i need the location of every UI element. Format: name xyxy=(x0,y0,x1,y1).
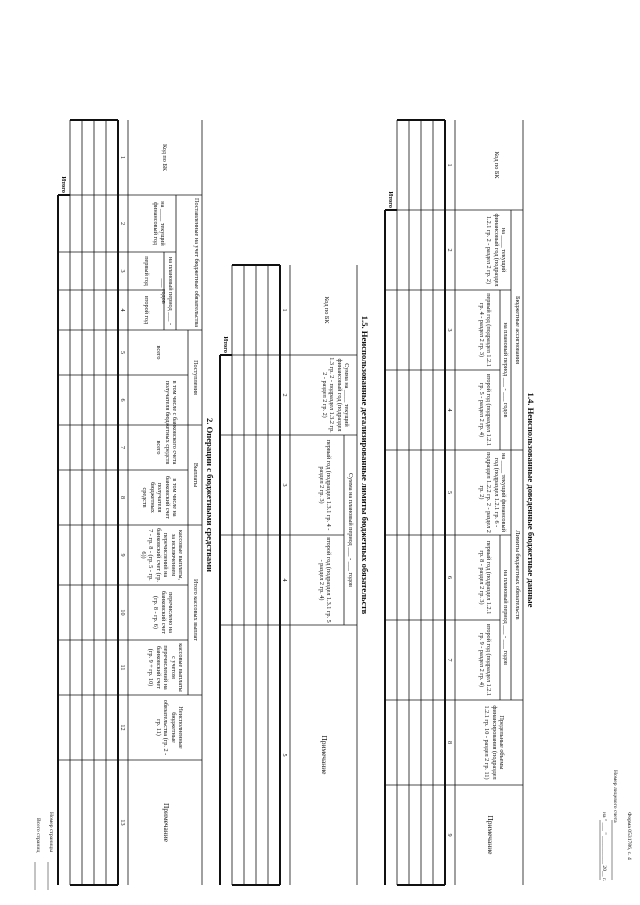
s2-num-6: 6 xyxy=(119,398,126,402)
s14-num-3: 3 xyxy=(446,328,453,332)
s2-num-2: 2 xyxy=(119,221,126,226)
s2-col-6-header: в том числе с банковского счета получателя бюджетных средств xyxy=(163,380,178,465)
s14-total-label: Итого xyxy=(387,191,394,208)
s14-col-2-header: на ____ текущий финансовый год (подраздел 1.2.1 гр. 2 - раздел 2 гр. 2) xyxy=(485,213,507,287)
s14-num-6: 6 xyxy=(446,575,453,580)
s15-kbk-header: Код по БК xyxy=(323,296,330,324)
s2-col-5-header: всего xyxy=(155,345,162,360)
s2-kbk-header: Код по БК xyxy=(161,143,168,172)
s2-num-4: 4 xyxy=(119,308,126,312)
s2-planning-header: на плановый период ___ - ___ годов xyxy=(159,256,174,326)
section-2-title: 2. Операции с бюджетными средствами xyxy=(205,418,215,572)
s2-col-2-header: на ____ текущий финансовый год xyxy=(151,201,166,246)
s14-col-7-header: второй год (подраздел 1.2.1 гр. 9 - раздел 2 гр. 4) xyxy=(477,623,492,697)
s14-num-1: 1 xyxy=(446,163,453,167)
s2-num-8: 8 xyxy=(119,495,126,500)
s2-note-header: Примечание xyxy=(162,803,171,842)
account-number-label: Номер лицевого счета xyxy=(612,770,618,823)
s2-total-cash-header: Итого кассовых выплат xyxy=(192,579,199,641)
s15-num-3: 3 xyxy=(281,483,288,487)
s15-num-2: 2 xyxy=(281,393,288,397)
s15-total-label: Итого xyxy=(222,336,229,353)
s14-col-8-header: Предельные объемы финансирования (подраздел 1.2.1 гр. 10 - раздел 2 гр. 11) xyxy=(483,705,505,780)
s2-col-10-header: перечислено на банковский счет (гр. 8 - гр. 6) xyxy=(152,591,174,634)
s14-num-8: 8 xyxy=(446,740,453,745)
s15-num-4: 4 xyxy=(281,578,288,582)
s2-payments-header: Выплаты xyxy=(192,462,199,488)
s14-assignments-header: Бюджетные ассигнования xyxy=(514,296,521,364)
s2-total-label: Итого xyxy=(60,176,67,193)
s15-col-3-header: первый год (подраздел 1.3.1 гр. 4 - раздел 2 гр. 3) xyxy=(317,439,332,531)
s15-planning-header: Сумма на плановый период ___ - ___ годов xyxy=(347,473,354,587)
page-number-label: Номер страницы xyxy=(48,812,54,852)
s2-num-5: 5 xyxy=(119,350,126,355)
s14-col-5-header: на ____ текущий финансовый год (подраздел 1.2.1 гр. 6 - подраздел 1.2.2 гр. 2 - раздел 2 гр. 2) xyxy=(477,452,507,533)
s2-num-10: 10 xyxy=(119,609,126,616)
s2-num-9: 9 xyxy=(119,553,126,557)
s2-col-11-header: кассовые выплаты с учетом перечислений на банковский счет (гр. 9 + гр. 10) xyxy=(147,643,184,692)
s15-col-4-header: второй год (подраздел 1.3.1 гр. 5 - раздел 2 гр. 4) xyxy=(317,537,332,623)
s14-col-4-header: второй год (подраздел 1.2.1 гр. 5 - раздел 2 гр. 4) xyxy=(477,373,492,447)
report-date-line: на " ___ " __________ 20__ г. xyxy=(601,812,607,882)
s14-num-2: 2 xyxy=(446,248,453,252)
s2-num-13: 13 xyxy=(119,819,126,826)
s2-col-4-header: второй год xyxy=(143,296,150,324)
form-code: Форма 0531786, с. 4 xyxy=(626,812,632,860)
s14-col-3-header: первый год (подраздел 1.2.1 гр. 4 - раздел 2 гр. 3) xyxy=(477,293,492,367)
s2-num-11: 11 xyxy=(119,664,126,671)
s14-col-6-header: первый год (подраздел 1.2.1 гр. 8 - раздел 2 гр. 3) xyxy=(477,540,492,615)
s14-num-4: 4 xyxy=(446,408,453,412)
s14-num-7: 7 xyxy=(446,658,453,662)
s2-col-3-header: первый год xyxy=(143,256,150,286)
s14-assign-planning: на плановый период ___ - ___ годов xyxy=(502,322,509,418)
s2-col-8-header: в том числе на банковский счет получателя бюджетных средств xyxy=(141,476,178,519)
s15-note-header: Примечание xyxy=(320,735,329,775)
section-1-5-title: 1.5. Неиспользованные детализированные лимиты бюджетных обязательств xyxy=(360,315,370,615)
s15-num-5: 5 xyxy=(281,753,288,757)
total-pages-label: Всего страниц xyxy=(35,818,41,853)
s14-kbk-header: Код по БК xyxy=(493,151,500,179)
s15-col-2-header: Сумма на ____ текущий финансовый год (подраздел 1.3 гр. 2 - подраздел 1.3.2 гр. 2 - раздел 2 гр. 2) xyxy=(320,357,350,433)
s2-num-1: 1 xyxy=(119,155,126,160)
s2-receipts-header: Поступления xyxy=(192,360,199,395)
s2-col-12-header: Неисполненные бюджетные обязательства (гр. 2 - гр. 11) xyxy=(154,699,184,756)
s14-note-header: Примечание xyxy=(486,815,495,855)
s14-num-9: 9 xyxy=(446,833,453,837)
s14-limit-planning: на плановый период ___ - ___ годов xyxy=(502,570,509,665)
s14-num-5: 5 xyxy=(446,490,453,495)
s2-num-7: 7 xyxy=(119,445,126,450)
s2-num-3: 3 xyxy=(119,269,126,273)
section-1-4-title: 1.4. Неиспользованные доведенные бюджетные данные xyxy=(526,392,536,608)
s2-obligations-header: Поставленные на учет бюджетные обязательства xyxy=(193,198,200,327)
s14-limits-header: Лимиты бюджетных обязательств xyxy=(514,530,521,620)
s2-col-7-header: всего xyxy=(155,440,162,455)
s15-num-1: 1 xyxy=(281,308,288,312)
s2-col-9-header: кассовые выплаты, за исключением перечислений на банковский счет (гр. 7 - гр. 8 - (гр. 5 - гр. 6)) xyxy=(139,528,184,582)
s2-num-12: 12 xyxy=(119,724,126,731)
